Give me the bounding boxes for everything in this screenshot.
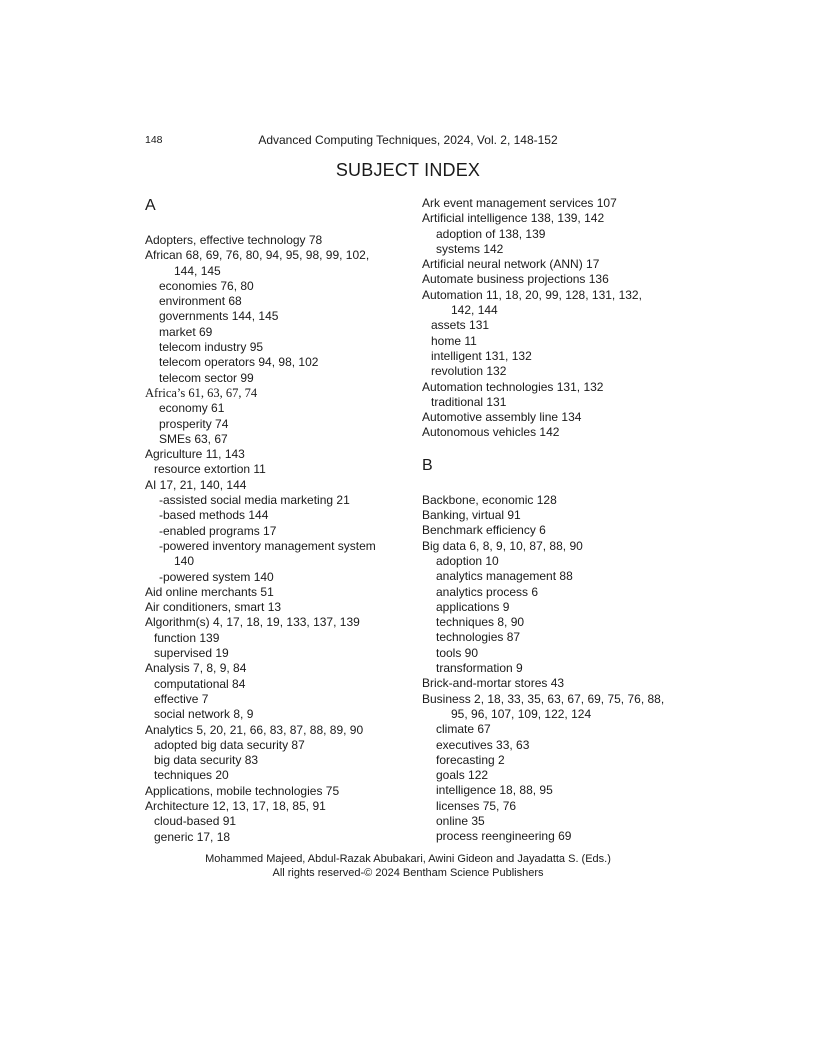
index-entry: Automotive assembly line 134 <box>422 410 582 425</box>
index-entry: Benchmark efficiency 6 <box>422 523 546 538</box>
index-entry: Automation technologies 131, 132 <box>422 379 604 394</box>
index-subentry: governments 144, 145 <box>159 309 279 324</box>
spacer <box>145 216 445 233</box>
index-subentry: economy 61 <box>159 401 225 416</box>
index-subentry: computational 84 <box>154 676 246 691</box>
index-subentry: systems 142 <box>436 241 504 256</box>
index-entry: Analytics 5, 20, 21, 66, 83, 87, 88, 89, 90 <box>145 722 364 737</box>
index-subentry: prosperity 74 <box>159 416 229 431</box>
index-subentry: transformation 9 <box>436 661 523 676</box>
index-subentry: telecom operators 94, 98, 102 <box>159 355 319 370</box>
index-entry: African 68, 69, 76, 80, 94, 95, 98, 99, 102, <box>145 248 370 263</box>
index-entry: Africa’s 61, 63, 67, 74 <box>145 385 258 400</box>
index-subentry: forecasting 2 <box>436 752 505 767</box>
index-entry: Agriculture 11, 143 <box>145 447 245 462</box>
index-entry: Applications, mobile technologies 75 <box>145 783 340 798</box>
running-head: Advanced Computing Techniques, 2024, Vol. 2, 148-152 <box>258 133 558 147</box>
index-subentry: big data security 83 <box>154 753 259 768</box>
index-subentry: -based methods 144 <box>159 508 269 523</box>
index-subentry: cloud-based 91 <box>154 814 237 829</box>
footer-copyright: All rights reserved-© 2024 Bentham Science Publishers <box>272 867 544 879</box>
index-subentry: technologies 87 <box>436 630 521 645</box>
index-subentry: process reengineering 69 <box>436 829 572 844</box>
index-subentry: SMEs 63, 67 <box>159 431 228 446</box>
index-subentry: revolution 132 <box>431 364 507 379</box>
index-entry: Artificial intelligence 138, 139, 142 <box>422 211 605 226</box>
index-entry: Banking, virtual 91 <box>422 508 521 523</box>
index-entry: Architecture 12, 13, 17, 18, 85, 91 <box>145 798 326 813</box>
index-entry: AI 17, 21, 140, 144 <box>145 477 247 492</box>
index-subentry: adopted big data security 87 <box>154 737 305 752</box>
index-subentry: supervised 19 <box>154 646 229 661</box>
index-subentry: licenses 75, 76 <box>436 798 517 813</box>
index-subentry: economies 76, 80 <box>159 278 254 293</box>
index-subentry: market 69 <box>159 324 213 339</box>
index-subentry: climate 67 <box>436 722 491 737</box>
index-subentry: analytics management 88 <box>436 569 573 584</box>
index-entry: Autonomous vehicles 142 <box>422 425 560 440</box>
index-entry-continuation: 142, 144 <box>451 303 498 318</box>
index-entry: Ark event management services 107 <box>422 196 617 210</box>
index-entry: Aid online merchants 51 <box>145 584 274 599</box>
index-subentry: goals 122 <box>436 768 489 783</box>
index-subentry: -powered inventory management system <box>159 538 376 553</box>
index-entry-continuation: 95, 96, 107, 109, 122, 124 <box>451 706 592 721</box>
page-number: 148 <box>145 134 163 146</box>
section-letter: B <box>422 456 433 474</box>
index-entry: Brick-and-mortar stores 43 <box>422 676 565 691</box>
index-subentry: generic 17, 18 <box>154 829 231 844</box>
index-subentry: applications 9 <box>436 599 510 614</box>
index-subentry: techniques 8, 90 <box>436 615 525 630</box>
index-entry: Big data 6, 8, 9, 10, 87, 88, 90 <box>422 538 583 553</box>
index-subentry: executives 33, 63 <box>436 737 530 752</box>
index-entry: Business 2, 18, 33, 35, 63, 67, 69, 75, 76, 88, <box>422 691 665 706</box>
index-column-right <box>422 196 722 845</box>
index-subentry: analytics process 6 <box>436 584 539 599</box>
index-entry: Artificial neural network (ANN) 17 <box>422 257 600 272</box>
index-subentry: techniques 20 <box>154 768 229 783</box>
index-subentry: adoption 10 <box>436 553 499 568</box>
index-entry: Automate business projections 136 <box>422 272 609 287</box>
index-entry-continuation: 140 <box>174 554 195 569</box>
section-letter: A <box>145 197 156 214</box>
index-subentry: telecom sector 99 <box>159 370 254 385</box>
index-subentry: effective 7 <box>154 691 209 706</box>
index-subentry: resource extortion 11 <box>154 462 266 477</box>
index-subentry: -powered system 140 <box>159 569 274 584</box>
index-subentry: social network 8, 9 <box>154 707 254 722</box>
index-subentry: intelligence 18, 88, 95 <box>436 783 553 798</box>
index-subentry: environment 68 <box>159 294 242 309</box>
index-entry: Automation 11, 18, 20, 99, 128, 131, 132, <box>422 287 642 302</box>
index-subentry: traditional 131 <box>431 394 507 409</box>
spacer <box>422 441 722 456</box>
footer-editors: Mohammed Majeed, Abdul-Razak Abubakari, Awini Gideon and Jayadatta S. (Eds.) <box>205 853 611 865</box>
index-subentry: tools 90 <box>436 645 479 660</box>
index-subentry: online 35 <box>436 813 485 828</box>
index-subentry: -enabled programs 17 <box>159 523 277 538</box>
spacer <box>422 476 722 493</box>
index-subentry: intelligent 131, 132 <box>431 348 532 363</box>
index-subentry: -assisted social media marketing 21 <box>159 493 350 508</box>
index-title: SUBJECT INDEX <box>335 160 481 180</box>
index-entry: Analysis 7, 8, 9, 84 <box>145 661 247 676</box>
index-entry: Algorithm(s) 4, 17, 18, 19, 133, 137, 139 <box>145 615 360 630</box>
index-entry-continuation: 144, 145 <box>174 263 221 278</box>
index-subentry: assets 131 <box>431 318 490 333</box>
index-subentry: adoption of 138, 139 <box>436 226 546 241</box>
index-entry: Air conditioners, smart 13 <box>145 600 282 615</box>
index-subentry: home 11 <box>431 333 477 348</box>
index-subentry: telecom industry 95 <box>159 340 264 355</box>
index-entry: Adopters, effective technology 78 <box>145 233 323 247</box>
index-entry: Backbone, economic 128 <box>422 492 557 507</box>
index-subentry: function 139 <box>154 630 220 645</box>
index-column-left <box>145 196 445 845</box>
